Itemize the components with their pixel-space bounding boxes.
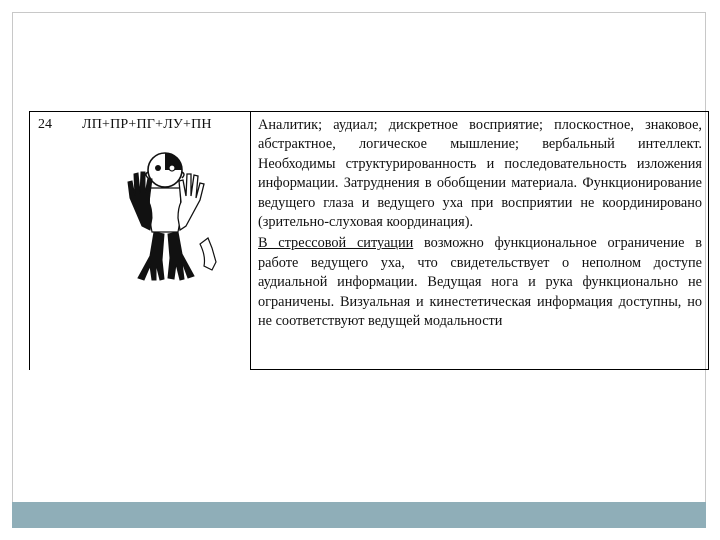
lateral-profile-figure-icon (108, 152, 228, 282)
stress-paragraph (258, 234, 702, 331)
profile-table (29, 111, 709, 370)
description-paragraph: Аналитик; аудиал; дискретное восприятие; плоскостное, знаковое, абстрактное, логическое мышление; вербальный интеллект. Необходимы структурированность и последовательность изложения информации. Затруднения в обобщении материала. Функционирование ведущего глаза и ведущего уха при восприятии не координировано (зрительно-слуховая координация). (258, 117, 702, 231)
stress-lead: В стрессовой ситуации (258, 235, 414, 252)
profile-cell (30, 112, 251, 370)
table-row (30, 112, 709, 370)
profile-code: ЛП+ПР+ПГ+ЛУ+ПН (82, 117, 212, 132)
description-cell (251, 112, 709, 370)
row-number: 24 (38, 117, 52, 132)
footer-bar (12, 502, 706, 528)
stress-text: возможно функциональное ограничение в работе ведущего уха, что свидетельствует о неполном доступе аудиальной информации. Ведущая нога и рука функционально не ограничены. Визуальная и кинестетическая информация доступны, но не соответствуют ведущей модальности (258, 235, 702, 330)
